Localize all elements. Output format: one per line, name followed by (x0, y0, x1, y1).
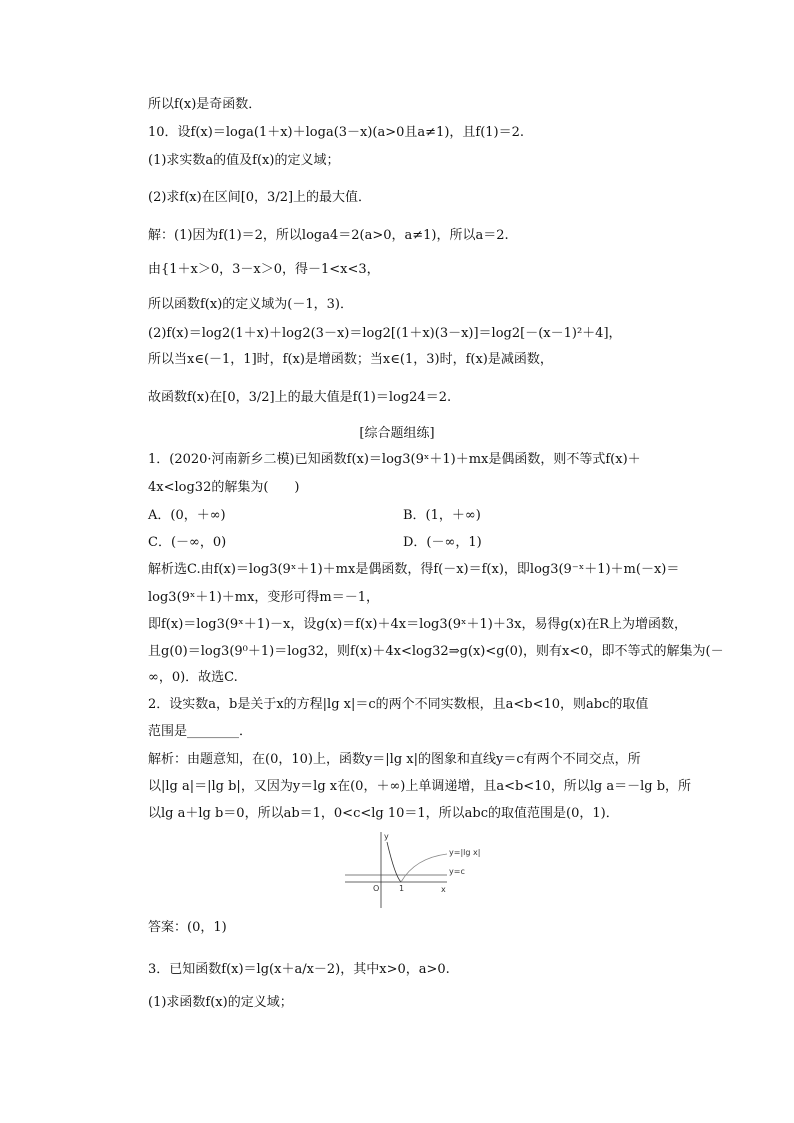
origin-label: O (373, 884, 380, 893)
problem-10-part-1: (1)求实数a的值及f(x)的定义域； (148, 153, 340, 168)
analysis-line: 以lg a＋lg b＝0，所以ab＝1，0<c<lg 10＝1，所以abc的取值范围是(0，1)． (148, 806, 619, 821)
answer-line: 答案：(0，1) (148, 920, 227, 935)
solution-line: 解：(1)因为f(1)＝2，所以loga4＝2(a>0，a≠1)，所以a＝2. (148, 228, 509, 243)
problem-2-statement: 范围是________． (148, 724, 253, 739)
analysis-line: ∞，0)．故选C. (148, 670, 238, 685)
solution-line: 故函数f(x)在[0，3/2]上的最大值是f(1)＝log24＝2. (148, 390, 452, 405)
text-line: 所以f(x)是奇函数． (148, 97, 262, 112)
problem-1-statement: 1．(2020·河南新乡二模)已知函数f(x)＝log3(9ˣ＋1)＋mx是偶函数，则不等式f(x)＋ (148, 452, 641, 467)
option-b: B．(1，＋∞) (403, 508, 481, 523)
problem-10-statement: 10．设f(x)＝loga(1＋x)＋loga(3－x)(a>0且a≠1)，且f(1)＝2. (148, 125, 525, 140)
section-heading: [综合题组练] (359, 426, 435, 441)
solution-line: (2)f(x)＝log2(1＋x)＋log2(3－x)＝log2[(1＋x)(3－x)]＝log2[－(x－1)²＋4]， (148, 326, 622, 341)
curve-label: y=|lg x| (449, 848, 481, 857)
analysis-line: 即f(x)＝log3(9ˣ＋1)－x，设g(x)＝f(x)＋4x＝log3(9ˣ＋1)＋3x，易得g(x)在R上为增函数， (148, 617, 688, 632)
option-c: C．(－∞，0) (148, 535, 227, 550)
curve-left-branch (387, 842, 401, 882)
analysis-line: 解析：由题意知，在(0，10)上，函数y＝|lg x|的图象和直线y＝c有两个不同交点，所 (148, 752, 641, 767)
problem-3-statement: 3．已知函数f(x)＝lg(x＋a/x－2)，其中x>0，a>0. (148, 962, 450, 977)
problem-2-statement: 2．设实数a，b是关于x的方程|lg x|＝c的两个不同实数根，且a<b<10，则abc的取值 (148, 697, 649, 712)
solution-line: 所以当x∈(－1，1]时，f(x)是增函数；当x∈(1，3)时，f(x)是减函数， (148, 352, 553, 367)
x-axis-label: x (441, 885, 446, 894)
tick-label-one: 1 (399, 884, 405, 893)
analysis-line: 以|lg a|＝|lg b|，又因为y＝lg x在(0，＋∞)上单调递增，且a<b<10，所以lg a＝－lg b，所 (148, 779, 692, 794)
solution-line: 所以函数f(x)的定义域为(－1，3)． (148, 297, 353, 312)
problem-3-part-1: (1)求函数f(x)的定义域； (148, 995, 293, 1010)
problem-1-statement: 4x<log32的解集为( ) (148, 480, 300, 495)
problem-10-part-2: (2)求f(x)在区间[0，3/2]上的最大值． (148, 190, 372, 205)
option-d: D．(－∞，1) (403, 535, 482, 550)
curve-right-branch (401, 854, 447, 882)
y-axis-label: y (384, 832, 389, 841)
option-a: A．(0，＋∞) (148, 508, 226, 523)
solution-system-line: 由{1＋x＞0，3－x＞0，得－1<x<3， (148, 262, 380, 277)
line-label: y=c (449, 867, 465, 876)
analysis-line: log3(9ˣ＋1)＋mx，变形可得m＝－1， (148, 590, 380, 605)
analysis-line: 解析选C.由f(x)＝log3(9ˣ＋1)＋mx是偶函数，得f(－x)＝f(x)，即log3(9⁻ˣ＋1)＋m(－x)＝ (148, 562, 680, 577)
analysis-line: 且g(0)＝log3(9⁰＋1)＝log32，则f(x)＋4x<log32⇒g(x)<g(0)，则有x<0，即不等式的解集为(－ (148, 644, 724, 659)
lg-graph-figure (335, 828, 495, 912)
